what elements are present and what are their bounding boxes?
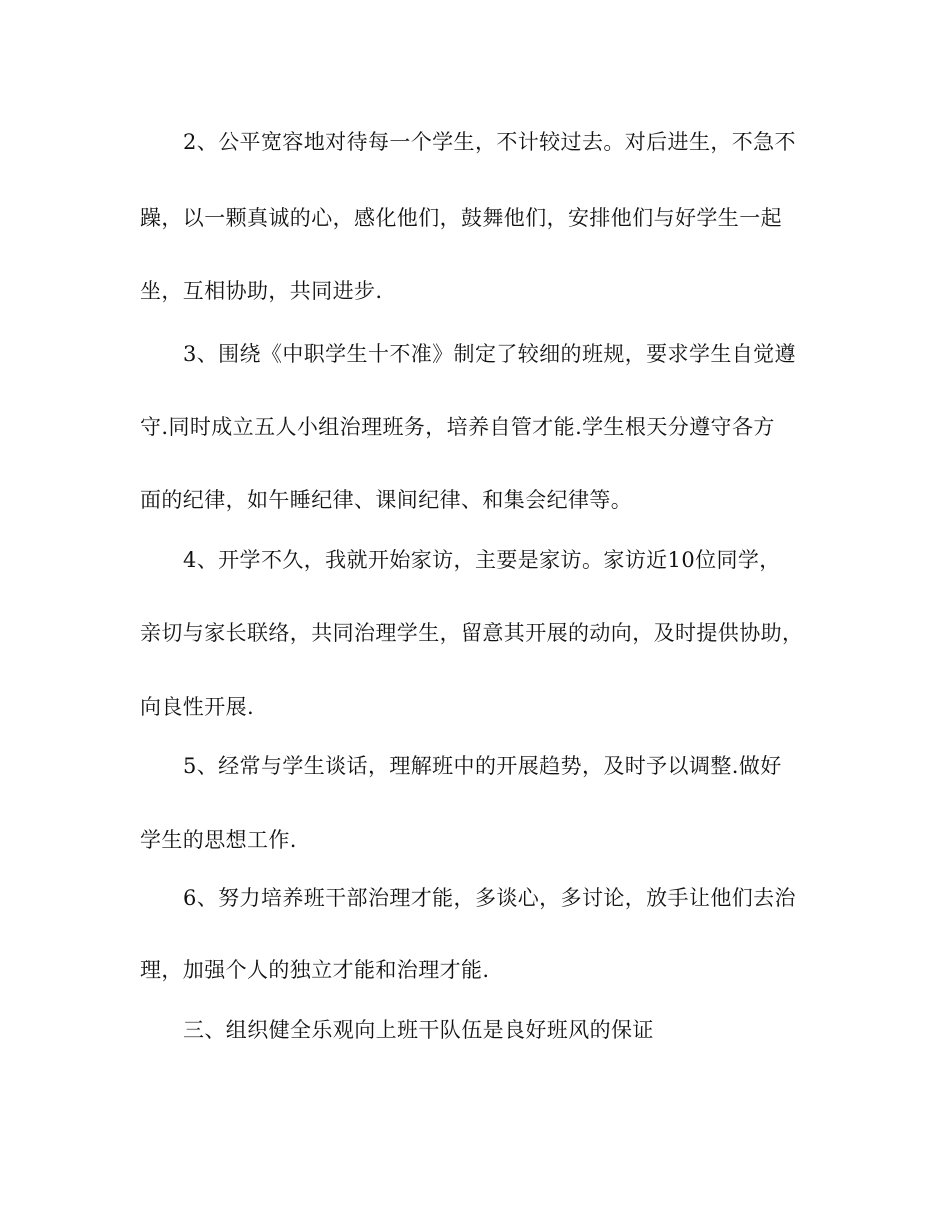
paragraph-line: 理，加强个人的独立才能和治理才能. [140,958,490,982]
paragraph-line: 坐，互相协助，共同进步. [140,279,383,303]
paragraph-line: 2、公平宽容地对待每一个学生，不计较过去。对后进生，不急不 [183,130,796,154]
paragraph-line: 躁，以一颗真诚的心，感化他们，鼓舞他们，安排他们与好学生一起 [140,206,782,230]
paragraph-line: 3、围绕《中职学生十不准》制定了较细的班规，要求学生自觉遵 [183,342,796,366]
paragraph-line: 学生的思想工作. [140,828,297,852]
paragraph-line: 向良性开展. [140,695,255,719]
paragraph-line: 4、开学不久，我就开始家访，主要是家访。家访近10位同学， [183,548,781,572]
section-heading: 三、组织健全乐观向上班干队伍是良好班风的保证 [183,1018,654,1042]
paragraph-line: 6、努力培养班干部治理才能，多谈心，多讨论，放手让他们去治 [183,886,796,910]
paragraph-line: 5、经常与学生谈话，理解班中的开展趋势，及时予以调整.做好 [183,754,782,778]
paragraph-line: 亲切与家长联络，共同治理学生，留意其开展的动向，及时提供协助， [140,621,804,645]
paragraph-line: 面的纪律，如午睡纪律、课间纪律、和集会纪律等。 [140,488,633,512]
paragraph-line: 守.同时成立五人小组治理班务，培养自管才能.学生根天分遵守各方 [140,415,775,439]
